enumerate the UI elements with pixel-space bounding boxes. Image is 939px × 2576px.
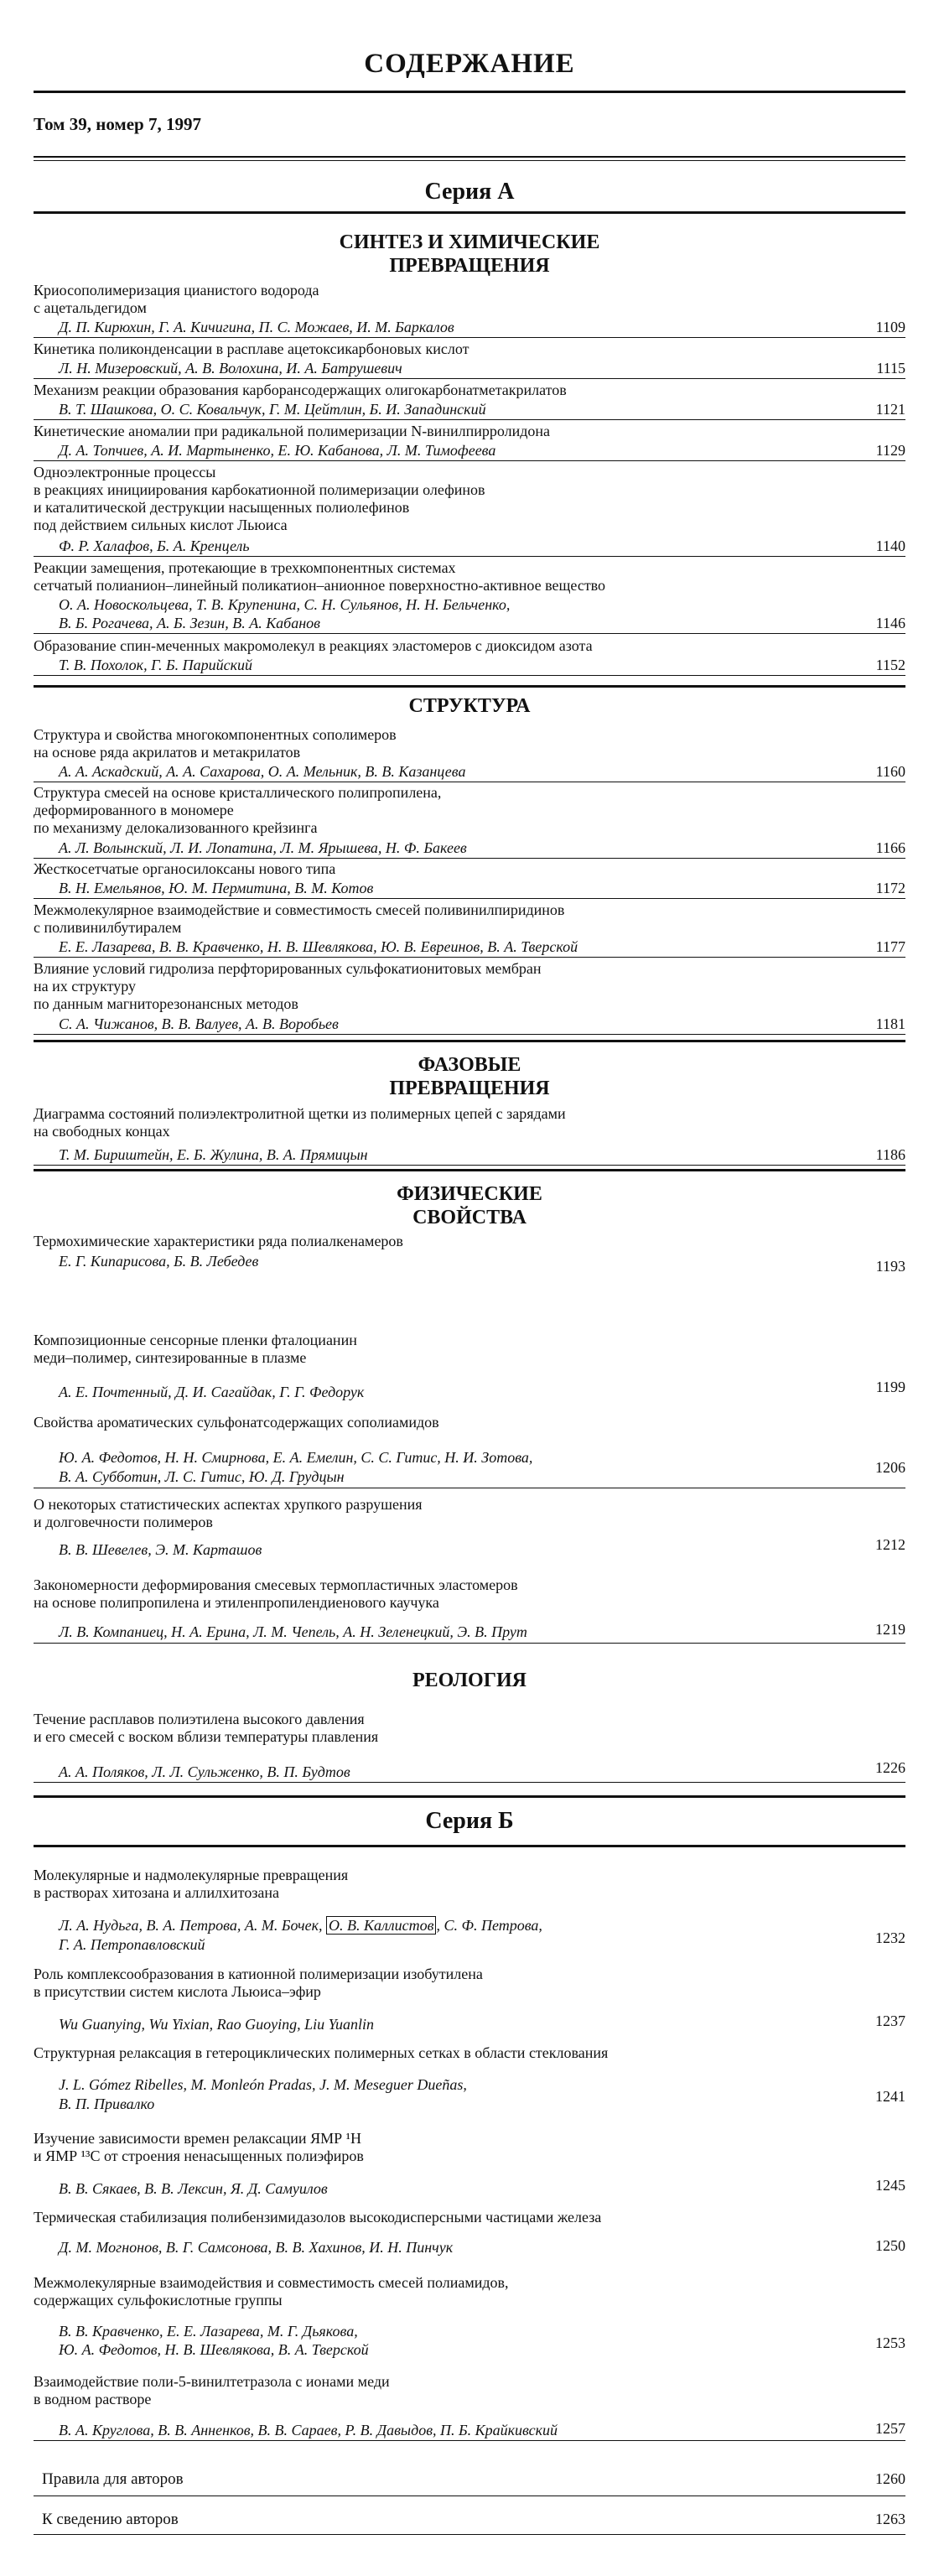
entry-authors: В. Т. Шашкова, О. С. Ковальчук, Г. М. Цейтлин, Б. И. Западинский [59, 401, 486, 418]
page-number: 1257 [875, 2420, 905, 2437]
entry-title: Криосополимеризация цианистого водорода [34, 282, 319, 299]
toc-entry: Межмолекулярные взаимодействия и совместимость смесей полиамидов, содержащих сульфокислотные группы В. В. Кравченко, Е. Е. Лазарева, М. Г. Дьякова, Ю. А. Федотов, Н. В. Шевлякова, В. А. Тверской 1253 [34, 2274, 905, 2358]
toc-entry: Влияние условий гидролиза перфторированных сульфокатионитовых мембран на их структуру по данным магниторезонансных методов С. А. Чижанов, В. В. Валуев, А. В. Воробьев 1181 [34, 960, 905, 1013]
entry-authors: В. В. Кравченко, Е. Е. Лазарева, М. Г. Дьякова, [59, 2323, 358, 2340]
toc-entry: Межмолекулярное взаимодействие и совместимость смесей поливинилпиридинов с поливинилбутиралем Е. Е. Лазарева, В. В. Кравченко, Н. В. Шевлякова, Ю. В. Евреинов, В. А. Тверской 1177 [34, 901, 905, 937]
toc-entry: Жесткосетчатые органосилоксаны нового типа В. Н. Емельянов, Ю. М. Пермитина, В. М. Котов 1172 [34, 860, 905, 878]
entry-authors: Т. В. Похолок, Г. Б. Парийский [59, 657, 253, 673]
entry-authors: В. П. Привалко [59, 2096, 155, 2112]
toc-entry [34, 382, 905, 418]
entry-authors: Т. М. Бириштейн, Е. Б. Жулина, В. А. Прямицын [59, 1146, 368, 1163]
entry-authors: Л. Н. Мизеровский, А. В. Волохина, И. А. Батрушевич [59, 360, 402, 377]
entry-authors: Е. Е. Лазарева, В. В. Кравченко, Н. В. Шевлякова, Ю. В. Евреинов, В. А. Тверской [59, 938, 578, 955]
entry-authors: В. А. Круглова, В. В. Анненков, В. В. Сараев, Р. В. Давыдов, П. Б. Крайкивский [59, 2422, 558, 2438]
series-b-title: Серия Б [425, 1808, 514, 1834]
issue-rule [34, 156, 905, 158]
toc-entry [34, 423, 905, 459]
entry-authors: А. А. Аскадский, А. А. Сахарова, О. А. Мельник, В. В. Казанцева [59, 763, 466, 780]
page-number: 1166 [875, 839, 905, 856]
page-number: 1129 [875, 442, 905, 459]
section-synthesis: СИНТЕЗ И ХИМИЧЕСКИЕ ПРЕВРАЩЕНИЯ [339, 231, 600, 277]
toc-entry: Термохимические характеристики ряда полиалкенамеров Е. Г. Кипарисова, Б. В. Лебедев 1193 [34, 1233, 905, 1275]
rules-for-authors: Правила для авторов [42, 2470, 184, 2488]
section-physics: ФИЗИЧЕСКИЕ СВОЙСТВА [397, 1183, 542, 1228]
entry-authors: А. Е. Почтенный, Д. И. Сагайдак, Г. Г. Федорук [59, 1384, 365, 1400]
page-number: 1206 [875, 1459, 905, 1476]
toc-entry: Взаимодействие поли-5-винилтетразола с ионами меди в водном растворе В. А. Круглова, В. В. Анненков, В. В. Сараев, Р. В. Давыдов, П. Б. Крайкивский 1257 [34, 2373, 905, 2408]
toc-entry [34, 340, 905, 377]
page-number: 1186 [875, 1146, 905, 1163]
page-number: 1109 [875, 319, 905, 335]
page-number: 1260 [875, 2470, 905, 2487]
section-structure: СТРУКТУРА [408, 695, 531, 717]
page-number: 1241 [875, 2088, 905, 2105]
entry-authors: Ю. А. Федотов, Н. Н. Смирнова, Е. А. Емелин, С. С. Гитис, Н. И. Зотова, [59, 1449, 533, 1466]
toc-entry: Течение расплавов полиэтилена высокого давления и его смесей с воском вблизи температуры плавления А. А. Поляков, Л. Л. Сульженко, В. П. Будтов 1226 [34, 1711, 905, 1746]
entry-authors: Ю. А. Федотов, Н. В. Шевлякова, В. А. Тверской [59, 2341, 369, 2358]
toc-entry: Структура смесей на основе кристаллического полипропилена, деформированного в мономере по механизму делокализованного крейзинга А. Л. Волынский, Л. И. Лопатина, Л. М. Ярышева, Н. Ф. Бакеев 1166 [34, 784, 905, 837]
page-title: СОДЕРЖАНИЕ [364, 49, 575, 79]
toc-entry: Термическая стабилизация полибензимидазолов высокодисперсными частицами железа Д. М. Могнонов, В. Г. Самсонова, В. В. Хахинов, И. Н. Пинчук 1250 [34, 2209, 905, 2256]
entry-authors: С. А. Чижанов, В. В. Валуев, А. В. Воробьев [59, 1015, 339, 1032]
page-number: 1115 [876, 360, 905, 377]
boxed-author: О. В. Каллистов [326, 1916, 436, 1935]
entry-title: Механизм реакции образования карборансодержащих олигокарбонатметакрилатов [34, 382, 567, 398]
toc-entry: Одноэлектронные процессы в реакциях инициирования карбокатионной полимеризации олефинов и каталитической деструкции насыщенных полиолефинов под действием сильных кислот Льюиса Ф. Р. Халафов, Б. А. Кренцель 1140 [34, 464, 905, 534]
page-number: 1250 [875, 2237, 905, 2254]
entry-authors: Л. В. Компаниец, Н. А. Ерина, Л. М. Чепель, А. Н. Зеленецкий, Э. В. Прут [59, 1623, 527, 1640]
page-number: 1199 [875, 1379, 905, 1395]
page-number: 1212 [875, 1536, 905, 1553]
toc-entry: Молекулярные и надмолекулярные превращения в растворах хитозана и аллилхитозана Л. А. Нудьга, В. А. Петрова, А. М. Бочек, О. В. Каллистов , С. Ф. Петрова, Г. А. Петропавловский 1232 [34, 1867, 905, 1953]
page-number: 1237 [875, 2012, 905, 2029]
entry-authors: В. А. Субботин, Л. С. Гитис, Ю. Д. Грудцын [59, 1468, 345, 1485]
entry-title: с ацетальдегидом [34, 299, 147, 316]
toc-entry: Закономерности деформирования смесевых термопластичных эластомеров на основе полипропилена и этиленпропилендиенового каучука Л. В. Компаниец, Н. А. Ерина, Л. М. Чепель, А. Н. Зеленецкий, Э. В. Прут 1219 [34, 1576, 905, 1612]
page-number: 1193 [875, 1258, 905, 1275]
entry-authors: В. Н. Емельянов, Ю. М. Пермитина, В. М. Котов [59, 880, 374, 896]
page-number: 1181 [875, 1015, 905, 1032]
toc-entry [34, 282, 905, 335]
entry-authors: О. А. Новоскольцева, Т. В. Крупенина, С. Н. Сульянов, Н. Н. Бельченко, [59, 596, 511, 613]
page-number: 1121 [875, 401, 905, 418]
entry-authors: Г. А. Петропавловский [59, 1936, 205, 1953]
toc-entry: Композиционные сенсорные пленки фталоцианин меди–полимер, синтезированные в плазме А. Е. Почтенный, Д. И. Сагайдак, Г. Г. Федорук 1199 [34, 1332, 905, 1400]
entry-authors: А. А. Поляков, Л. Л. Сульженко, В. П. Будтов [59, 1763, 350, 1780]
entry-authors: Д. П. Кирюхин, Г. А. Кичигина, П. С. Можаев, И. М. Баркалов [59, 319, 454, 335]
page-number: 1253 [875, 2334, 905, 2351]
toc-entry: Изучение зависимости времен релаксации ЯМР ¹H и ЯМР ¹³C от строения ненасыщенных полиэфиров В. В. Сякаев, В. В. Лексин, Я. Д. Самуилов 1245 [34, 2130, 905, 2197]
page-number: 1219 [875, 1621, 905, 1638]
page-number: 1140 [875, 538, 905, 554]
entry-authors: В. В. Шевелев, Э. М. Карташов [59, 1541, 262, 1558]
toc-entry: Структурная релаксация в гетероциклических полимерных сетках в области стеклования J. L. Gómez Ribelles, M. Monleón Pradas, J. M. Meseguer Dueñas, В. П. Привалко 1241 [34, 2044, 905, 2112]
entry-title: Кинетика поликонденсации в расплаве ацетоксикарбоновых кислот [34, 340, 470, 357]
entry-authors: Ф. Р. Халафов, Б. А. Кренцель [59, 538, 250, 554]
page-number: 1245 [875, 2177, 905, 2194]
toc-entry: Реакции замещения, протекающие в трехкомпонентных системах сетчатый полианион–линейный поликатион–анионное поверхностно-активное вещество О. А. Новоскольцева, Т. В. Крупенина, С. Н. Сульянов, Н. Н. Бельченко, В. Б. Рогачева, А. Б. Зезин, В. А. Кабанов 1146 [34, 559, 905, 595]
page-number: 1160 [875, 763, 905, 780]
notice-for-authors: К сведению авторов [42, 2511, 179, 2528]
toc-entry: Диаграмма состояний полиэлектролитной щетки из полимерных цепей с зарядами на свободных концах Т. М. Бириштейн, Е. Б. Жулина, В. А. Прямицын 1186 [34, 1105, 905, 1140]
page-number: 1177 [875, 938, 905, 955]
section-rheology: РЕОЛОГИЯ [412, 1670, 527, 1691]
series-a-rule [34, 211, 905, 214]
entry-authors: Д. А. Топчиев, А. И. Мартыненко, Е. Ю. Кабанова, Л. М. Тимофеева [59, 442, 496, 459]
entry-authors: J. L. Gómez Ribelles, M. Monleón Pradas, J. M. Meseguer Dueñas, [59, 2076, 467, 2093]
page-number: 1152 [875, 657, 905, 673]
entry-authors: Д. М. Могнонов, В. Г. Самсонова, В. В. Хахинов, И. Н. Пинчук [59, 2239, 454, 2256]
page-number: 1172 [875, 880, 905, 896]
title-rule [34, 91, 905, 93]
entry-authors: В. Б. Рогачева, А. Б. Зезин, В. А. Кабанов [59, 615, 320, 631]
page-number: 1146 [875, 615, 905, 631]
entry-authors: Wu Guanying, Wu Yixian, Rao Guoying, Liu Yuanlin [59, 2016, 375, 2033]
page-number: 1226 [875, 1759, 905, 1776]
issue-info: Том 39, номер 7, 1997 [34, 114, 201, 134]
section-phase: ФАЗОВЫЕ ПРЕВРАЩЕНИЯ [389, 1054, 550, 1099]
page-number: 1232 [875, 1929, 905, 1946]
toc-entry: Образование спин-меченных макромолекул в реакциях эластомеров с диоксидом азота Т. В. Похолок, Г. Б. Парийский 1152 [34, 637, 905, 655]
series-a-title: Серия А [424, 179, 515, 205]
entry-authors: Л. А. Нудьга, В. А. Петрова, А. М. Бочек, О. В. Каллистов , С. Ф. Петрова, [59, 1917, 542, 1934]
entry-authors: А. Л. Волынский, Л. И. Лопатина, Л. М. Ярышева, Н. Ф. Бакеев [59, 839, 467, 856]
entry-authors: Е. Г. Кипарисова, Б. В. Лебедев [59, 1253, 259, 1270]
toc-entry: О некоторых статистических аспектах хрупкого разрушения и долговечности полимеров В. В. Шевелев, Э. М. Карташов 1212 [34, 1496, 905, 1558]
toc-entry: Роль комплексообразования в катионной полимеризации изобутилена в присутствии систем кислота Льюиса–эфир Wu Guanying, Wu Yixian, Rao Guoying, Liu Yuanlin 1237 [34, 1966, 905, 2033]
entry-title: Кинетические аномалии при радикальной полимеризации N-винилпирролидона [34, 423, 550, 439]
toc-entry: Свойства ароматических сульфонатсодержащих сополиамидов Ю. А. Федотов, Н. Н. Смирнова, Е. А. Емелин, С. С. Гитис, Н. И. Зотова, В. А. Субботин, Л. С. Гитис, Ю. Д. Грудцын 1206 [34, 1414, 905, 1431]
toc-entry: Структура и свойства многокомпонентных сополимеров на основе ряда акрилатов и метакрилатов А. А. Аскадский, А. А. Сахарова, О. А. Мельник, В. В. Казанцева 1160 [34, 726, 905, 761]
entry-authors: В. В. Сякаев, В. В. Лексин, Я. Д. Самуилов [59, 2180, 328, 2197]
page-number: 1263 [875, 2511, 905, 2527]
